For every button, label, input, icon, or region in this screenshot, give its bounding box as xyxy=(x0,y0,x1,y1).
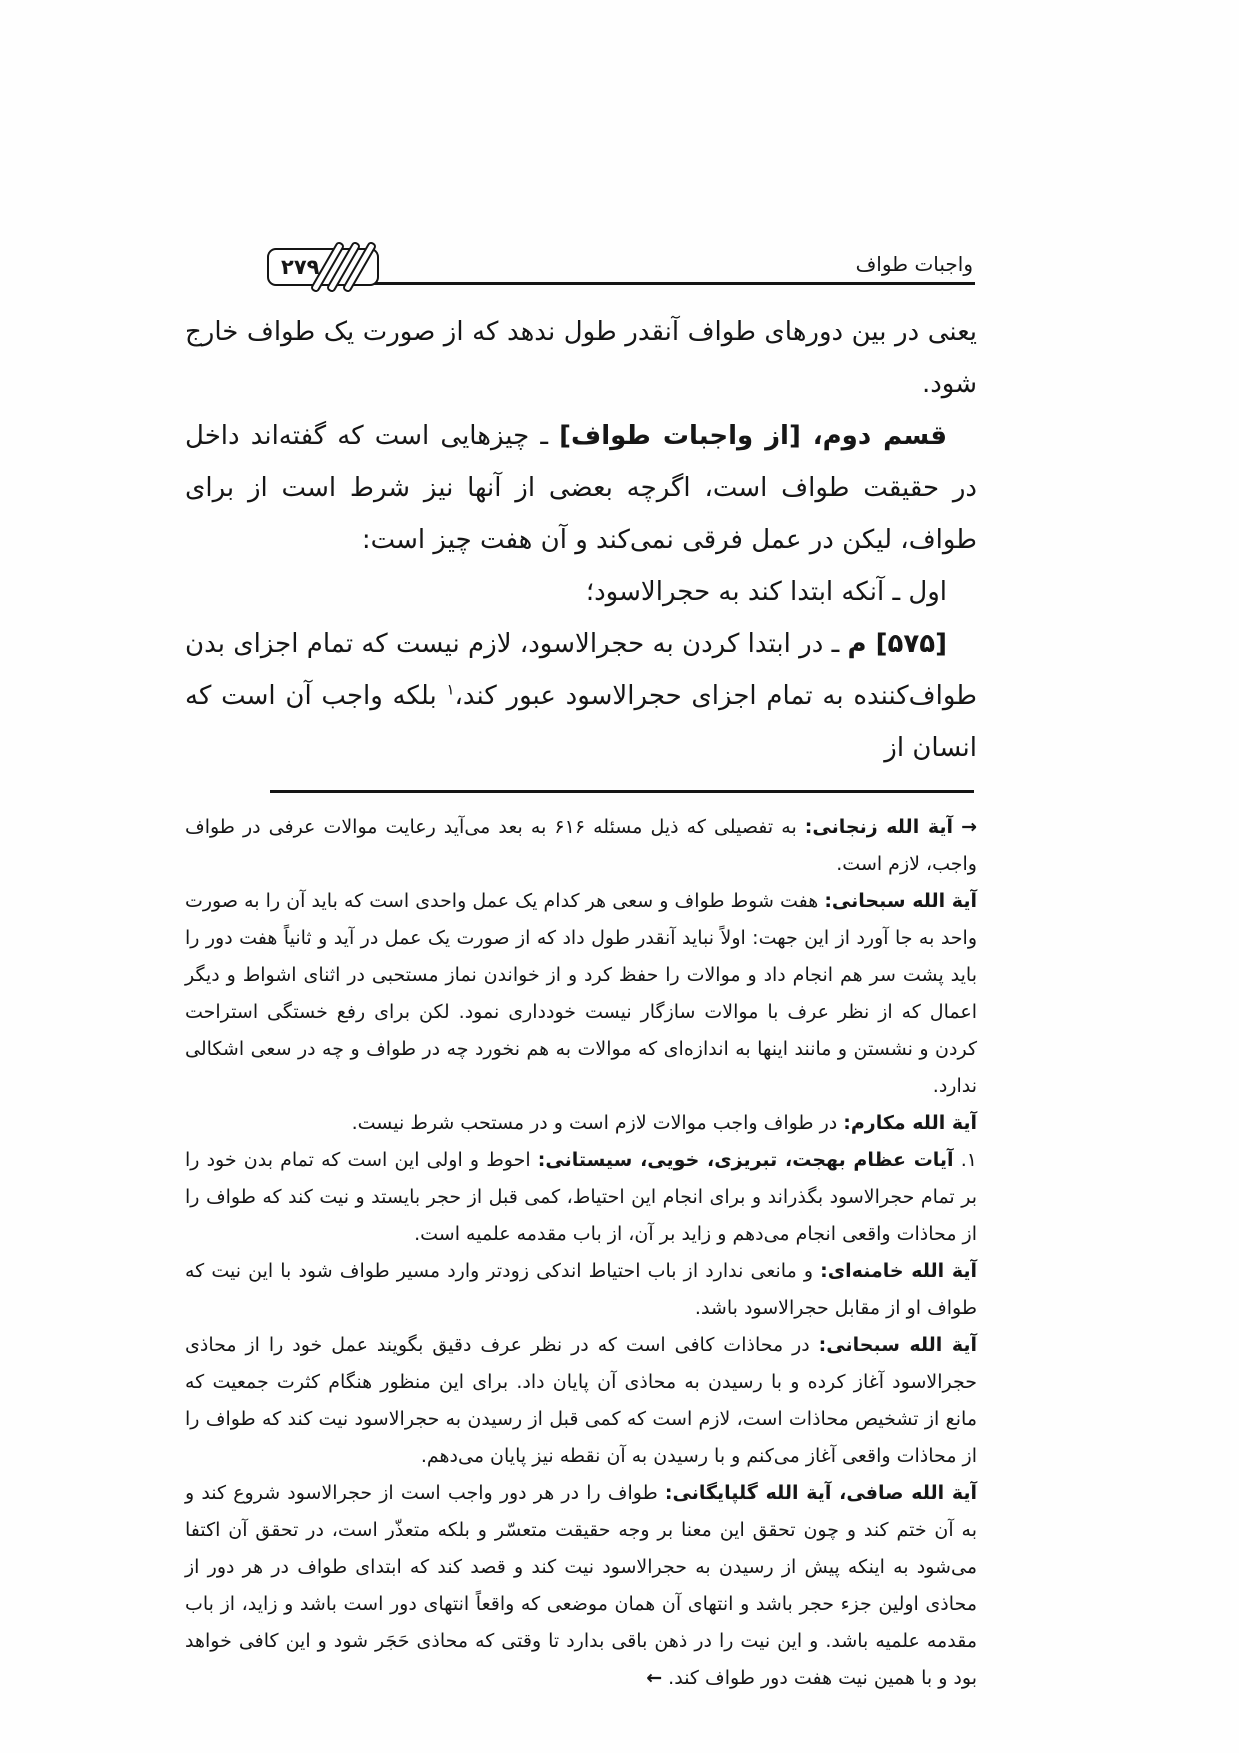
body-paragraph xyxy=(185,566,977,618)
header-rule xyxy=(277,282,975,285)
body-paragraph xyxy=(185,618,977,774)
footnote-text: طواف را در هر دور واجب است از حجرالاسود شروع کند و به آن ختم کند و چون تحقق این معنا بر وجه حقیقت متعسّر و بلکه متعذّر است، در تحقق آن اکتفا می‌شود به اینکه پیش از رسیدن به حجرالاسود نیت کند و قصد کند که ابتدای طواف در هر دور از محاذی اولین جزء حجر باشد و انتهای آن همان موضعی که واقعاً انتهای دور است باشد و زاید، از باب مقدمه علمیه باشد. و این نیت را در ذهن باقی بدارد تا وقتی که محاذی حَجَر شود و این کافی خواهد بود و با همین نیت هفت دور طواف کند. xyxy=(185,1481,977,1689)
paragraph-lead: قسم دوم، [از واجبات طواف] xyxy=(559,421,947,451)
footnote-author: آیة الله مکارم: xyxy=(843,1111,977,1134)
paragraph-text: یعنی در بین دورهای طواف آنقدر طول ندهد که از صورت یک طواف خارج شود. xyxy=(185,317,977,399)
main-text xyxy=(185,306,977,774)
paragraph-text: ـ در ابتدا کردن به حجرالاسود، لازم نیست که تمام اجزای بدن طواف‌کننده به تمام اجزای حجرالاسود عبور کند، xyxy=(185,629,977,711)
paragraph-text: بلکه واجب آن است که انسان از xyxy=(185,681,977,763)
footnote-text: هفت شوط طواف و سعی هر کدام یک عمل واحدی است که باید آن را به صورت واحد به جا آورد از این جهت: اولاً نباید آنقدر طول داد که از صورت یک عمل در آید و ثانیاً هفت دور را باید پشت سر هم انجام داد و موالات را حفظ کرد و از خواندن نماز مستحبی در اثنای اشواط و دیگر اعمال که از نظر عرف با موالات سازگار نیست خودداری نمود. لکن برای رفع خستگی استراحت کردن و نشستن و مانند اینها به اندازه‌ای که موالات به هم نخورد چه در طواف و چه در سعی اشکالی ندارد. xyxy=(185,889,977,1097)
footnote-reference: ۱ xyxy=(446,680,455,699)
footnote-separator-rule xyxy=(270,790,974,793)
footnote-author: آیة الله زنجانی: xyxy=(804,815,954,838)
footnote xyxy=(185,883,977,1105)
footnote xyxy=(185,809,977,883)
footnote xyxy=(185,1327,977,1475)
continued-from-previous-arrow-icon: → xyxy=(961,815,977,838)
text-block xyxy=(185,246,977,1697)
footnote-text: در محاذات کافی است که در نظر عرف دقیق بگویند عمل خود را از محاذی حجرالاسود آغاز کرده و با رسیدن به محاذی آن پایان داد. برای این منظور هنگام کثرت جمعیت که مانع از تشخیص محاذات است، لازم است که کمی قبل از رسیدن به حجرالاسود نیت کند که طواف را از محاذات واقعی آغاز می‌کنم و با رسیدن به آن نقطه نیز پایان می‌دهم. xyxy=(185,1333,977,1467)
running-head: واجبات طواف xyxy=(855,252,973,276)
footnote xyxy=(185,1142,977,1253)
footnotes-block xyxy=(185,809,977,1697)
footnote-author: آیة الله خامنه‌ای: xyxy=(820,1259,978,1282)
paragraph-lead: [۵۷۵] م xyxy=(847,629,947,659)
page-header xyxy=(185,246,977,292)
footnote-author: آیات عظام بهجت، تبریزی، خویی، سیستانی: xyxy=(537,1148,954,1171)
footnote-text: به تفصیلی که ذیل مسئله ۶۱۶ به بعد می‌آید رعایت موالات عرفی در طواف واجب، لازم است. xyxy=(185,815,977,875)
page-number-emblem xyxy=(267,248,379,286)
footnote-text: در طواف واجب موالات لازم است و در مستحب شرط نیست. xyxy=(351,1111,844,1134)
page-number: ۲۷۹ xyxy=(281,255,320,279)
footnote xyxy=(185,1105,977,1142)
body-paragraph xyxy=(185,410,977,566)
continues-next-page-arrow-icon: ← xyxy=(646,1666,663,1689)
footnote-text: احوط و اولی این است که تمام بدن خود را بر تمام حجرالاسود بگذراند و برای انجام این احتیاط، کمی قبل از حجر بایستد و نیت کند که طواف را از محاذات واقعی انجام می‌دهم و زاید بر آن، از باب مقدمه علمیه است. xyxy=(185,1148,977,1245)
footnote xyxy=(185,1253,977,1327)
footnote-text: و مانعی ندارد از باب احتیاط اندکی زودتر وارد مسیر طواف شود با این نیت که طواف او از مقابل حجرالاسود باشد. xyxy=(185,1259,977,1319)
paragraph-text: ـ چیزهایی است که گفته‌اند داخل در حقیقت طواف است، اگرچه بعضی از آنها نیز شرط است از برای طواف، لیکن در عمل فرقی نمی‌کند و آن هفت چیز است: xyxy=(185,421,977,555)
footnote-number: ۱. xyxy=(953,1148,977,1171)
footnote xyxy=(185,1475,977,1697)
paragraph-text: اول ـ آنکه ابتدا کند به حجرالاسود؛ xyxy=(585,577,947,607)
footnote-author: آیة الله سبحانی: xyxy=(824,889,977,912)
footnote-author: آیة الله صافی، آیة الله گلپایگانی: xyxy=(664,1481,978,1504)
footnote-author: آیة الله سبحانی: xyxy=(818,1333,977,1356)
body-paragraph xyxy=(185,306,977,410)
